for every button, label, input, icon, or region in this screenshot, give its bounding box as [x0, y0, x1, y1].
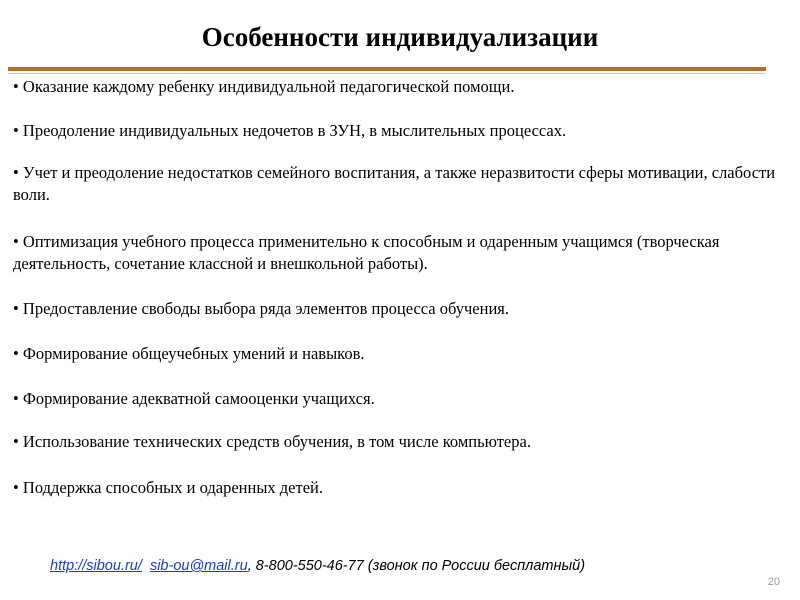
- phone-text: , 8-800-550-46-77 (звонок по России бесплатный): [247, 558, 586, 574]
- bullet-item: • Формирование общеучебных умений и навыков.: [13, 344, 365, 363]
- email-link[interactable]: sib-ou@mail.ru: [149, 558, 248, 574]
- bullet-item: • Предоставление свободы выбора ряда элементов процесса обучения.: [13, 299, 510, 318]
- website-link[interactable]: http://sibou.ru/: [50, 558, 142, 574]
- bullet-item: • Формирование адекватной самооценки учащихся.: [13, 389, 375, 408]
- title-divider-rule: [8, 67, 766, 71]
- bullet-item: • Использование технических средств обучения, в том числе компьютера.: [13, 432, 531, 451]
- bullet-item: • Учет и преодоление недостатков семейного воспитания, а также неразвитости сферы мотивации, слабости воли.: [13, 163, 776, 204]
- bullet-item: • Поддержка способных и одаренных детей.: [13, 478, 323, 497]
- bullet-item: • Оптимизация учебного процесса применительно к способным и одаренным учащимся (творческая деятельность, сочетание классной и внешкольной работы).: [13, 232, 720, 273]
- slide-title: Особенности индивидуализации: [201, 22, 599, 52]
- title-divider-shadow: [8, 73, 766, 74]
- footer-contacts: [50, 556, 585, 576]
- bullet-item: • Оказание каждому ребенку индивидуальной педагогической помощи.: [13, 77, 515, 96]
- bullet-item: • Преодоление индивидуальных недочетов в ЗУН, в мыслительных процессах.: [13, 121, 567, 140]
- page-number: 20: [767, 576, 780, 588]
